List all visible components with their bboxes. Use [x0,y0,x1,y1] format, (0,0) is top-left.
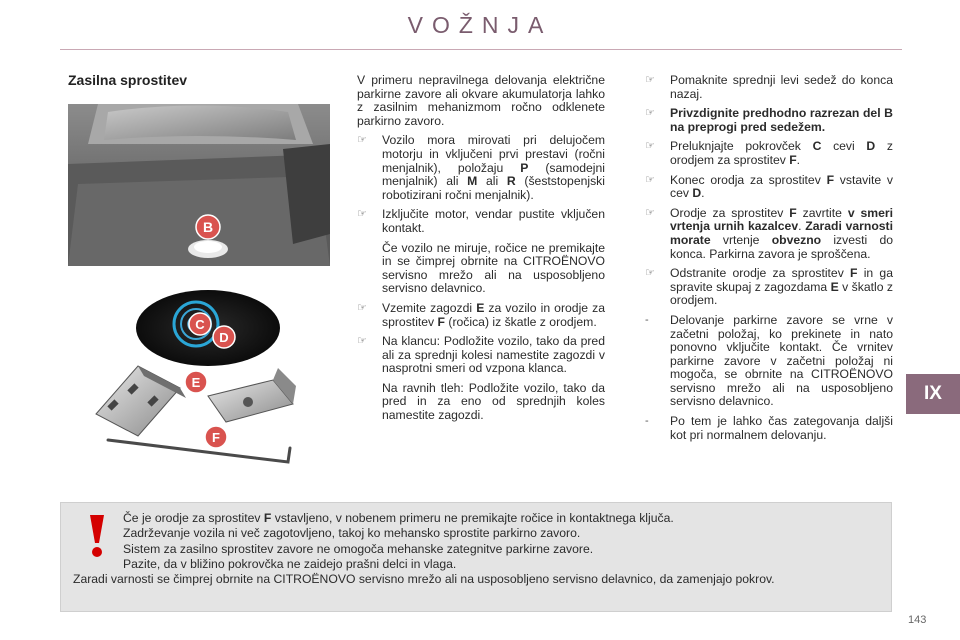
list-item: ☞ Preluknjajte pokrovček C cevi D z orodjem za sprostitev F. [645,139,894,167]
list-item: ☞ Odstranite orodje za sprostitev F in ga spravite skupaj z zagozdama E v škatlo z orodjem. [645,266,893,308]
hand-pointer-icon: ☞ [357,301,367,314]
page-title: VOŽNJA [407,12,553,38]
hand-pointer-icon: ☞ [645,267,655,280]
list-item: ☞ Vozilo mora mirovati pri delujočem motorju in vključeni prvi prestavi (ročni menjalnik), položaju P (samodejni menjalnik) ali M ali R (šeststopenjski robotizirani ročni menjalnik). [357,133,605,202]
warning-line: Zadrževanje vozila ni več zagotovljeno, takoj ko mehansko sprostite parkirno zavoro. [123,526,581,541]
list-item: ☞ Orodje za sprostitev F zavrtite v smeri vrtenja urnih kazalcev. Zaradi varnosti morate vrtenje obvezno izvesti do konca. Parkirna zavora je sproščena. [645,205,894,261]
list-item: ☞ Privzdignite predhodno razrezan del B na preprogi pred sedežem. [645,106,893,134]
list-item: ☞ Konec orodja za sprostitev F vstavite v cev D. [645,172,893,201]
dash-list-item: - Delovanje parkirne zavore se vrne v začetni položaj, ko prekinete in nato ponovno vključite kontakt. Če vrnitev parkirne zavore v začetni položaj ni mogoča, se obrnite na CITROËNOVO servisno mrežo ali na usposobljeno servisno delavnico. [645,312,893,409]
warning-line: Pazite, da v bližino pokrovčka ne zaidejo prašni delci in vlaga. [123,556,457,571]
section-title: Zasilna sprostitev [68,72,188,88]
hand-pointer-icon: ☞ [357,208,367,221]
callout-b-label: B [202,219,214,235]
dash-marker: - [645,313,649,326]
page-number: 143 [908,614,927,626]
carpet-photo [68,104,330,266]
warning-line: Sistem za zasilno sprostitev zavore ne omogoča mehanske zategnitve parkirne zavore. [123,541,594,556]
dash-list-item: - Po tem je lahko čas zategovanja daljši kot pri normalnem delovanju. [645,414,893,442]
list-item: ☞ Pomaknite sprednji levi sedež do konca nazaj. [645,73,893,101]
hand-pointer-icon: ☞ [645,107,655,120]
warning-line: Zaradi varnosti se čimprej obrnite na CITROËNOVO servisno mrežo ali na usposobljeno servisno delavnico, da zamenjajo pokrov. [73,572,775,587]
carpet-illustration [68,104,330,266]
warning-exclamation-icon [77,513,117,559]
header-divider [60,49,902,50]
callout-b [195,214,221,240]
callout-f-label: F [212,430,220,445]
hand-pointer-icon: ☞ [645,74,655,86]
instructions-column-middle [357,74,605,429]
hand-pointer-icon: ☞ [357,335,367,348]
hand-pointer-icon: ☞ [645,140,655,153]
callout-c-label: C [195,317,205,332]
chapter-tab[interactable]: IX [906,374,960,414]
callout-d [212,325,236,349]
warning-box [60,502,892,612]
dash-marker: - [645,415,649,428]
callout-f [204,425,228,449]
callout-e-label: E [191,375,201,390]
list-item: ☞ Izključite motor, vendar pustite vključen kontakt. Če vozilo ne miruje, ročice ne premikajte in se čimprej obrnite na CITROËNOVO servisno mrežo ali na usposobljeno servisno delavnico. [357,207,605,296]
hand-pointer-icon: ☞ [645,206,655,219]
list-item: ☞ Vzemite zagozdi E za vozilo in orodje za sprostitev F (ročica) iz škatle z orodjem. [357,300,606,329]
hand-pointer-icon: ☞ [645,173,655,186]
callout-e [184,370,208,394]
instructions-column-right [645,74,893,448]
callout-c [188,312,212,336]
list-item: ☞ Na klancu: Podložite vozilo, tako da pred ali za sprednji kolesi namestite zagozdi v nasprotni smeri od vzpona klanca. Na ravnih tleh: Podložite vozilo, tako da pred in za eno od sprednjih koles namestite zagozdi. [357,334,605,423]
callout-d-label: D [219,330,229,345]
hand-pointer-icon: ☞ [357,134,367,147]
warning-line: Če je orodje za sprostitev F vstavljeno, v nobenem primeru ne premikajte ročice in kontaktnega ključa. [123,511,674,525]
intro-paragraph: V primeru nepravilnega delovanja električne parkirne zavore ali okvare akumulatorja lahko z zasilnim mehanizmom ročno odklenete parkirno zavoro. [357,73,605,128]
